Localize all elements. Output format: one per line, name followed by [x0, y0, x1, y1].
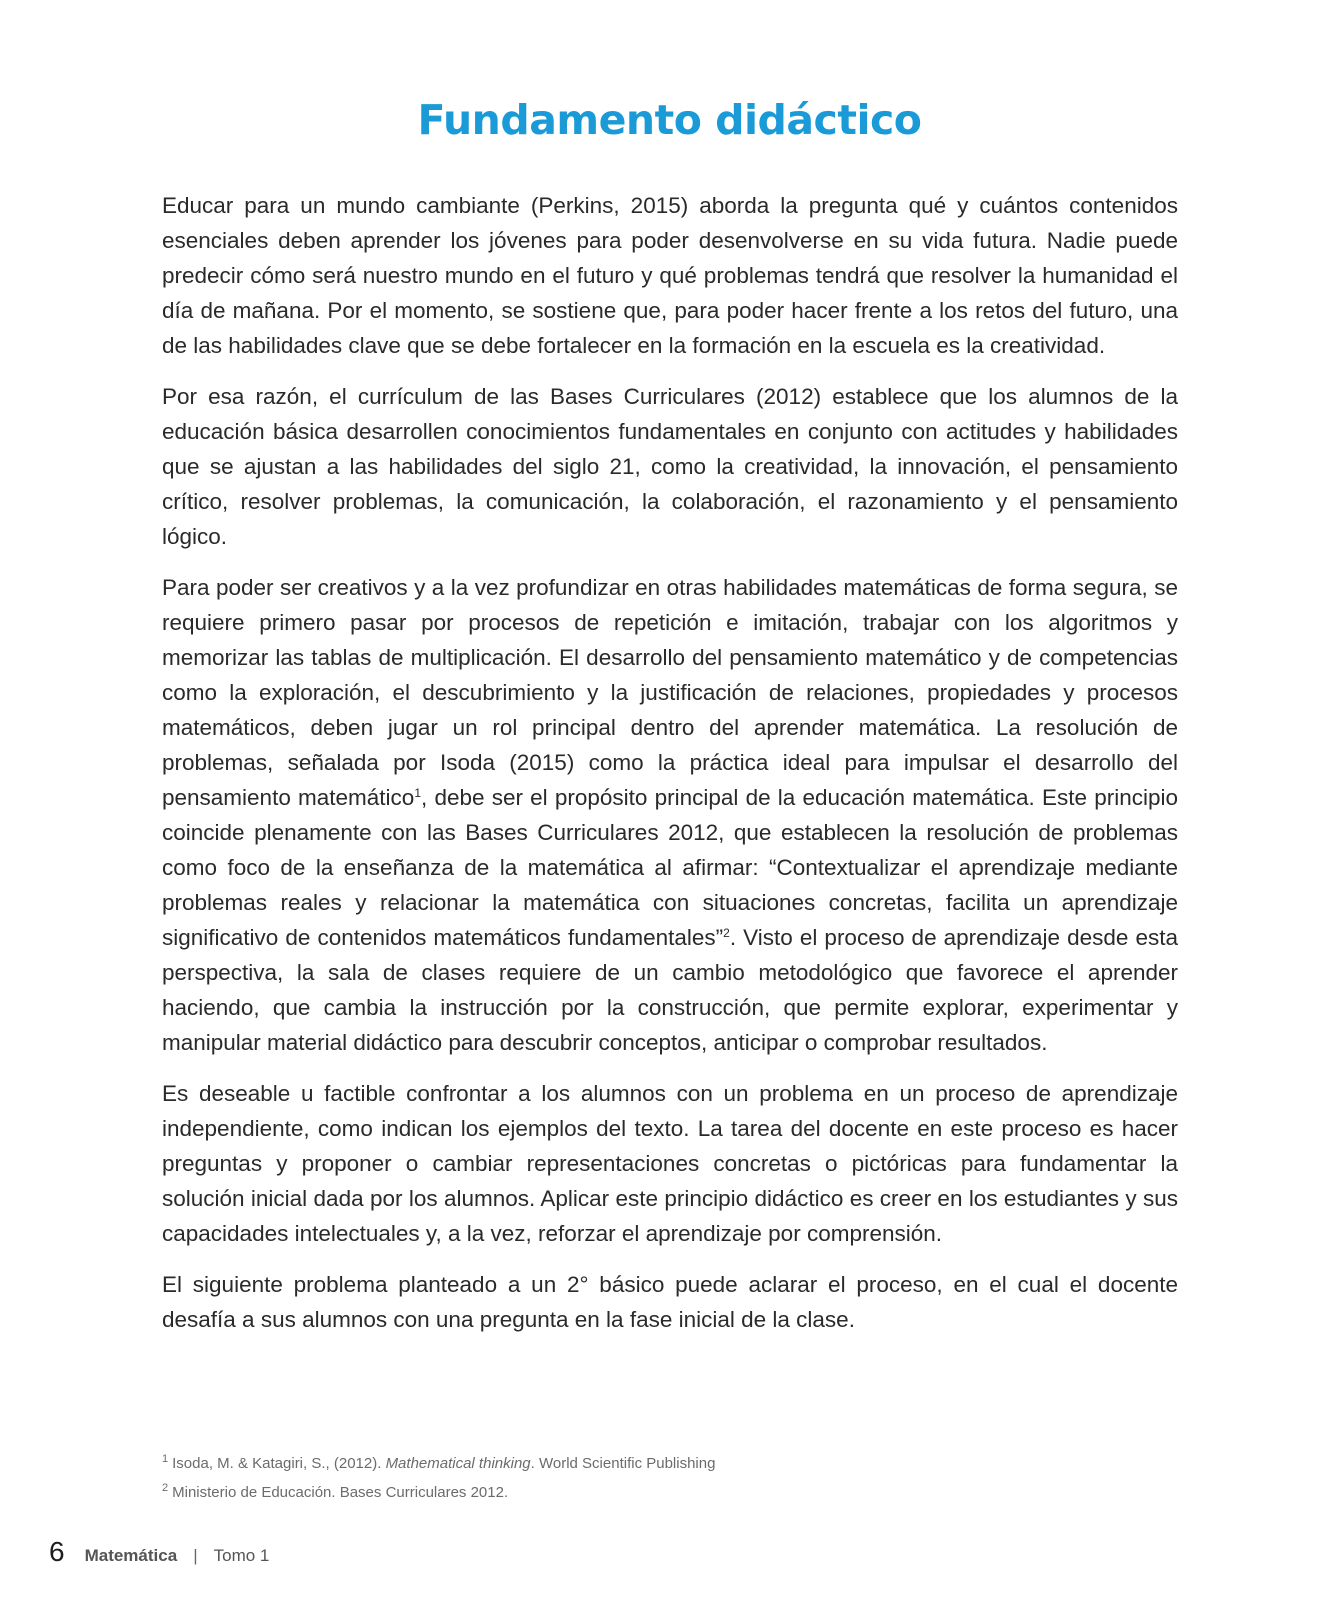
paragraph-3 [162, 570, 1178, 1060]
paragraph-3-part-3: . Visto el proceso de aprendizaje desde esta perspectiva, la sala de clases requiere de un cambio metodológico que favorece el aprender haciendo, que cambia la instrucción por la construcción, que permite explorar, experimentar y manipular material didáctico para descubrir conceptos, anticipar o comprobar resultados. [162, 925, 1178, 1055]
body-text [162, 188, 1178, 1353]
footer-volume: Tomo 1 [213, 1546, 270, 1565]
footnotes [162, 1447, 862, 1505]
footnote-2-text: Ministerio de Educación. Bases Curriculares 2012. [172, 1484, 509, 1501]
footnote-1-after: . World Scientific Publishing [530, 1455, 716, 1472]
footnote-number: 2 [162, 1482, 169, 1494]
paragraph-3-part-1: Para poder ser creativos y a la vez profundizar en otras habilidades matemáticas de forma segura, se requiere primero pasar por procesos de repetición e imitación, trabajar con los algoritmos y memorizar las tablas de multiplicación. El desarrollo del pensamiento matemático y de competencias como la exploración, el descubrimiento y la justificación de relaciones, propiedades y procesos matemáticos, deben jugar un rol principal dentro del aprender matemática. La resolución de problemas, señalada por Isoda (2015) como la práctica ideal para impulsar el desarrollo del pensamiento matemático [162, 575, 1178, 810]
page-title: Fundamento didáctico [417, 96, 922, 144]
footnote-number: 1 [162, 1453, 169, 1465]
footnote-1-title: Mathematical thinking [385, 1455, 531, 1472]
footnote-ref-2: 2 [723, 926, 730, 940]
footnote-ref-1: 1 [414, 786, 422, 800]
paragraph-3-part-2: , debe ser el propósito principal de la educación matemática. Este principio coincide plenamente con las Bases Curriculares 2012, que establecen la resolución de problemas como foco de la enseñanza de la matemática al afirmar: “Contextualizar el aprendizaje mediante problemas reales y relacionar la matemática con situaciones concretas, facilita un aprendizaje significativo de contenidos matemáticos fundamentales” [162, 785, 1178, 950]
footnote-1-before: Isoda, M. & Katagiri, S., (2012). [172, 1455, 386, 1472]
paragraph-2: Por esa razón, el currículum de las Bases Curriculares (2012) establece que los alumnos de la educación básica desarrollen conocimientos fundamentales en conjunto con actitudes y habilidades que se ajustan a las habilidades del siglo 21, como la creatividad, la innovación, el pensamiento crítico, resolver problemas, la comunicación, la colaboración, el razonamiento y el pensamiento lógico. [162, 384, 1178, 549]
paragraph-5: El siguiente problema planteado a un 2° básico puede aclarar el proceso, en el cual el docente desafía a sus alumnos con una pregunta en la fase inicial de la clase. [162, 1272, 1178, 1332]
page-number: 6 [49, 1536, 65, 1567]
paragraph-4: Es deseable u factible confrontar a los alumnos con un problema en un proceso de aprendizaje independiente, como indican los ejemplos del texto. La tarea del docente en este proceso es hacer preguntas y proponer o cambiar representaciones concretas o pictóricas para fundamentar la solución inicial dada por los alumnos. Aplicar este principio didáctico es creer en los estudiantes y sus capacidades intelectuales y, a la vez, reforzar el aprendizaje por comprensión. [162, 1081, 1178, 1246]
footnote-2 [162, 1476, 862, 1505]
footer-separator: | [193, 1546, 198, 1565]
paragraph-1: Educar para un mundo cambiante (Perkins, 2015) aborda la pregunta qué y cuántos contenidos esenciales deben aprender los jóvenes para poder desenvolverse en su vida futura. Nadie puede predecir cómo será nuestro mundo en el futuro y qué problemas tendrá que resolver la humanidad el día de mañana. Por el momento, se sostiene que, para poder hacer frente a los retos del futuro, una de las habilidades clave que se debe fortalecer en la formación en la escuela es la creatividad. [162, 193, 1178, 358]
page-footer [49, 1536, 269, 1570]
footnote-1 [162, 1447, 862, 1476]
footer-subject: Matemática [84, 1546, 178, 1565]
